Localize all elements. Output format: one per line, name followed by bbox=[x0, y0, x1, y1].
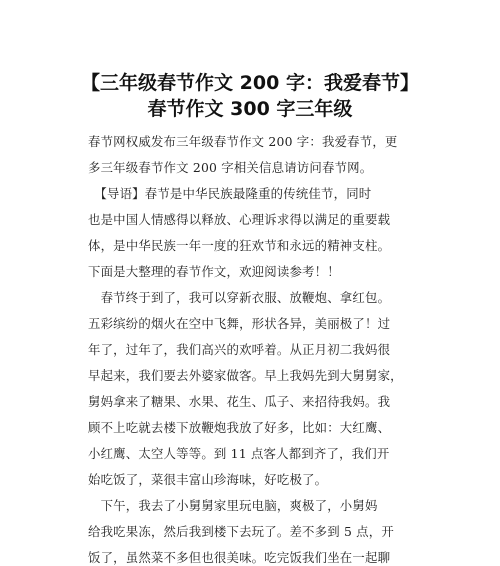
paragraph-line: 多三年级春节作文 200 字相关信息请访问春节网。 bbox=[88, 160, 373, 175]
paragraph-line: 春节终于到了，我可以穿新衣服、放鞭炮、拿红包。 bbox=[88, 290, 391, 305]
paragraph-line: 也是中国人情感得以释放、心理诉求得以满足的重要载 bbox=[88, 212, 391, 227]
paragraph-line: 始吃饭了，菜很丰富山珍海味，好吃极了。 bbox=[88, 472, 328, 487]
paragraph-line: 早起来，我们要去外婆家做客。早上我妈先到大舅舅家， bbox=[88, 368, 403, 383]
paragraph-line: 饭了，虽然菜不多但也很美味。吃完饭我们坐在一起聊 bbox=[88, 550, 391, 565]
paragraph-line: 五彩缤纷的烟火在空中飞舞，形状各异，美丽极了！过 bbox=[88, 316, 391, 331]
paragraph-line: 年了，过年了，我们高兴的欢呼着。从正月初二我妈很 bbox=[88, 342, 391, 357]
paragraph-line: 体，是中华民族一年一度的狂欢节和永远的精神支柱。 bbox=[88, 238, 391, 253]
paragraph-line: 春节网权威发布三年级春节作文 200 字：我爱春节，更 bbox=[88, 134, 398, 149]
paragraph-line: 【导语】春节是中华民族最隆重的传统佳节，同时 bbox=[88, 186, 372, 201]
paragraph-line: 小红鹰、太空人等等。到 11 点客人都到齐了，我们开 bbox=[88, 446, 390, 461]
paragraph-line: 下午，我去了小舅舅家里玩电脑，爽极了，小舅妈 bbox=[88, 498, 378, 513]
document-title-line-2: 春节作文 300 字三年级 bbox=[147, 98, 353, 120]
paragraph-line: 顾不上吃就去楼下放鞭炮我放了好多，比如：大红鹰、 bbox=[88, 420, 391, 435]
paragraph-line: 舅妈拿来了糖果、水果、花生、瓜子、来招待我妈。我 bbox=[88, 394, 391, 409]
paragraph-line: 给我吃果冻，然后我到楼下去玩了。差不多到 5 点，开 bbox=[88, 524, 394, 539]
document-title-line-1: 【三年级春节作文 200 字：我爱春节】 bbox=[81, 72, 419, 94]
paragraph-line: 下面是大整理的春节作文，欢迎阅读参考！！ bbox=[88, 264, 340, 279]
